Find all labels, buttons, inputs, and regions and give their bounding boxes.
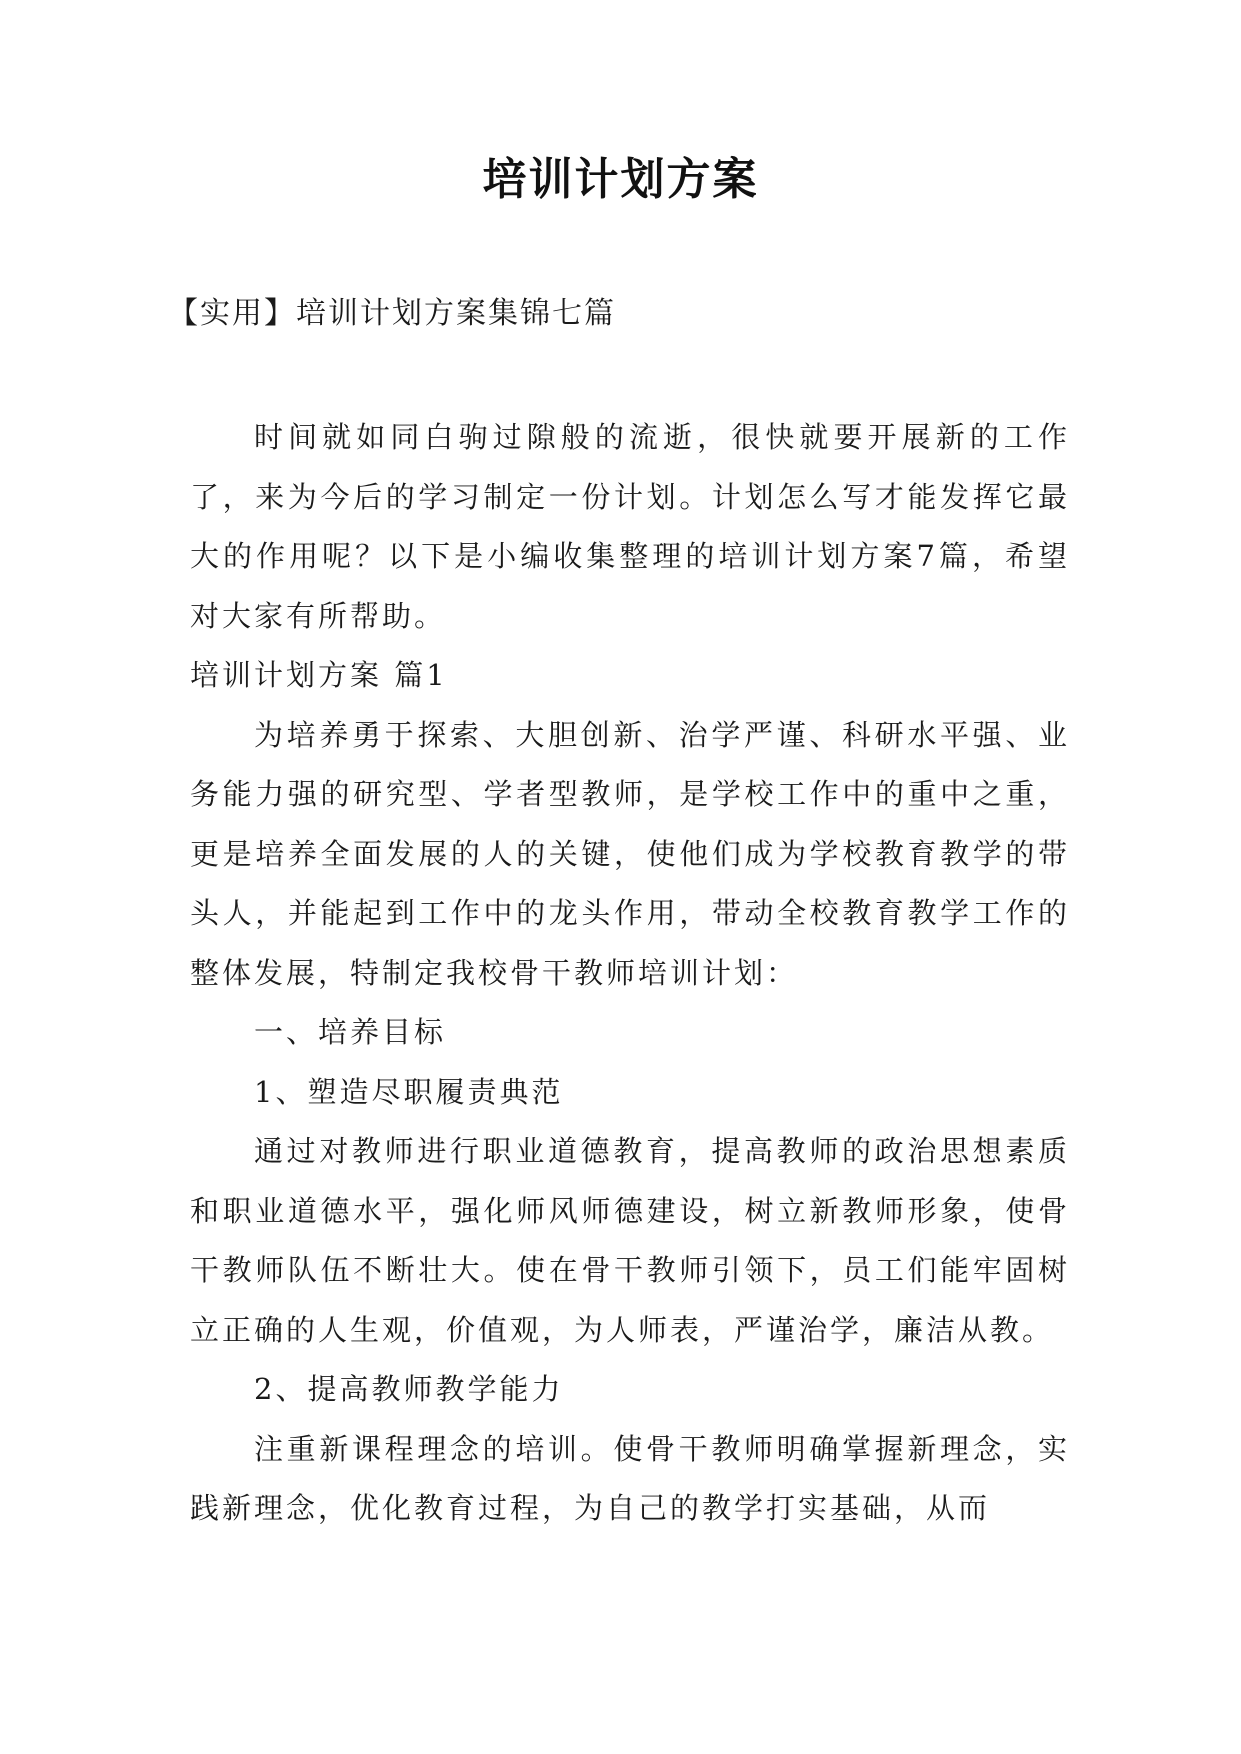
document-body bbox=[190, 408, 1070, 1539]
body-paragraph: 2、提高教师教学能力 bbox=[254, 1372, 564, 1406]
body-paragraph: 时间就如同白驹过隙般的流逝，很快就要开展新的工作了，来为今后的学习制定一份计划。计划怎么写才能发挥它最大的作用呢？以下是小编收集整理的培训计划方案7篇，希望对大家有所帮助。 bbox=[190, 420, 1070, 633]
body-paragraph: 注重新课程理念的培训。使骨干教师明确掌握新理念，实践新理念，优化教育过程，为自己的教学打实基础，从而 bbox=[190, 1431, 1070, 1525]
page-title: 培训计划方案 bbox=[482, 154, 759, 205]
body-paragraph: 通过对教师进行职业道德教育，提高教师的政治思想素质和职业道德水平，强化师风师德建设，树立新教师形象，使骨干教师队伍不断壮大。使在骨干教师引领下，员工们能牢固树立正确的人生观，价值观，为人师表，严谨治学，廉洁从教。 bbox=[190, 1134, 1070, 1347]
document-subtitle: 【实用】培训计划方案集锦七篇 bbox=[168, 296, 616, 331]
body-paragraph: 一、培养目标 bbox=[254, 1015, 447, 1049]
body-paragraph: 培训计划方案 篇1 bbox=[190, 658, 448, 692]
body-paragraph: 1、塑造尽职履责典范 bbox=[254, 1074, 564, 1109]
body-paragraph: 为培养勇于探索、大胆创新、治学严谨、科研水平强、业务能力强的研究型、学者型教师，是学校工作中的重中之重，更是培养全面发展的人的关键，使他们成为学校教育教学的带头人，并能起到工作中的龙头作用，带动全校教育教学工作的整体发展，特制定我校骨干教师培训计划： bbox=[190, 717, 1070, 990]
